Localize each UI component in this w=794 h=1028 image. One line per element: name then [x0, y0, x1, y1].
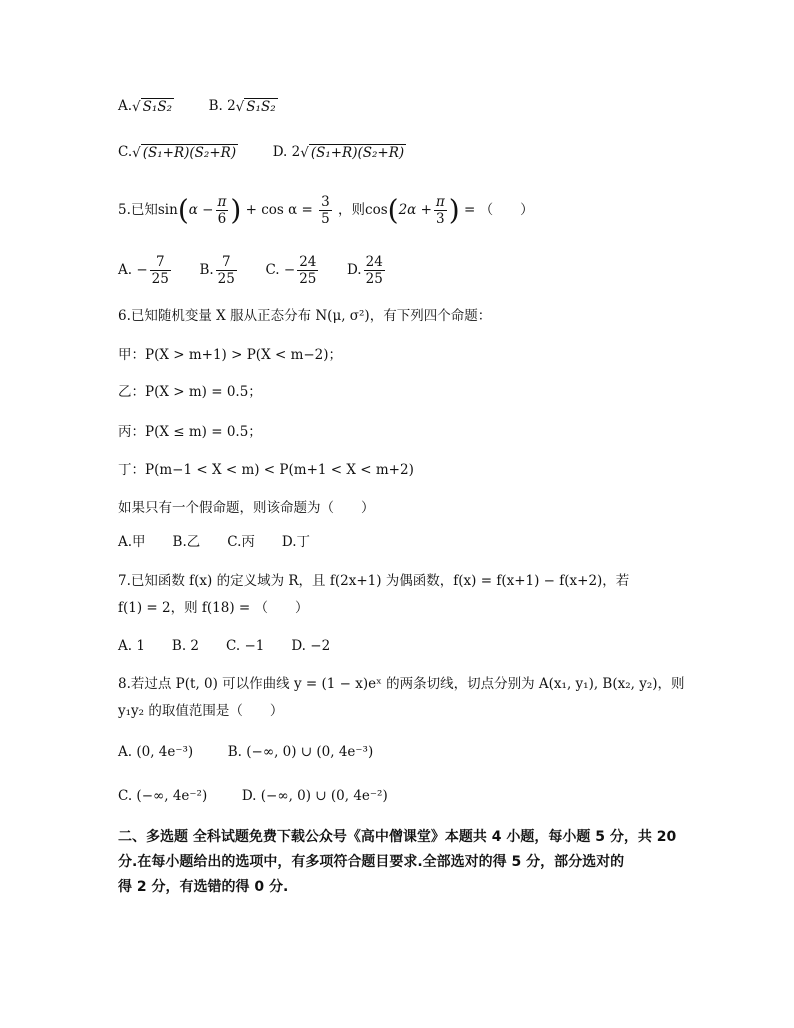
q5-end: = （ ） — [464, 202, 534, 218]
q8-options-row1 — [118, 742, 373, 762]
q5-mid: + cos α = — [245, 202, 313, 218]
q4-options-row2: C.√ (S₁+R)(S₂+R) D. 2√ (S₁+R)(S₂+R) — [118, 144, 405, 161]
q4-option-b-radicand: S₁S₂ — [246, 98, 276, 115]
question-7-line1: 7.已知函数 f(x) 的定义域为 R，且 f(2x+1) 为偶函数，f(x) = f(x+1) − f(x+2)，若 — [118, 573, 630, 589]
q6-proposition-bing: 丙：P(X ≤ m) = 0.5； — [118, 424, 262, 440]
section-2-heading-line1: 二、多选题 全科试题免费下载公众号《高中僧课堂》本题共 4 小题，每小题 5 分，共 20 — [118, 829, 677, 845]
question-8-line2: y₁y₂ 的取值范围是（ ） — [118, 703, 284, 719]
question-6-stem: 6.已知随机变量 X 服从正态分布 N(μ, σ²)，有下列四个命题： — [118, 308, 492, 324]
q4-option-a-label: A. — [118, 98, 133, 114]
q8-option-d: D. (−∞, 0) ∪ (0, 4e⁻²) — [241, 788, 388, 804]
q5-options: A. − $\frac{7}{25}$ B. $\frac{7}{25}$ C. − $\frac{24}{25}$ D. $\frac{24}{25}$ — [118, 254, 383, 287]
q4-option-c-radicand: (S₁+R)(S₂+R) — [142, 144, 237, 161]
question-5-stem: 5.已知sin(α − $\frac{\pi}{6}$ ) + cos α = $\frac{3}{5}$ ，则cos(2α + $\frac{\pi}{3}$ ) = （ ） — [118, 193, 534, 227]
q5-option-c: C. − — [265, 262, 296, 278]
q6-options: A.甲 B.乙 C.丙 D.丁 — [118, 534, 311, 550]
q6-proposition-yi: 乙：P(X > m) = 0.5； — [118, 384, 262, 400]
q5-option-a: A. − — [118, 262, 148, 278]
q6-proposition-ding: 丁：P(m−1 < X < m) < P(m+1 < X < m+2) — [118, 462, 414, 478]
q8-options-row2 — [118, 786, 388, 806]
section-2-heading-line2: 分.在每小题给出的选项中，有多项符合题目要求.全部选对的得 5 分，部分选对的 — [118, 854, 625, 870]
section-2-heading-line3: 得 2 分，有选错的得 0 分. — [118, 879, 289, 895]
q4-option-a-radicand: S₁S₂ — [142, 98, 172, 115]
q5-option-d: D. — [346, 262, 362, 278]
question-7-line2: f(1) = 2，则 f(18) = （ ） — [118, 600, 309, 616]
q4-option-b-label: B. 2 — [208, 98, 236, 114]
question-8-line1: 8.若过点 P(t, 0) 可以作曲线 y = (1 − x)eˣ 的两条切线，切点分别为 A(x₁, y₁), B(x₂, y₂)，则 — [118, 676, 685, 692]
q4-option-c-label: C. — [118, 144, 133, 160]
q6-proposition-jia: 甲：P(X > m+1) > P(X < m−2)； — [118, 347, 343, 363]
q4-options-row1: A.√ S₁S₂ B. 2√ S₁S₂ — [118, 98, 276, 115]
q5-option-b: B. — [199, 262, 214, 278]
q8-option-a: A. (0, 4e⁻³) — [118, 744, 194, 760]
q4-option-d-radicand: (S₁+R)(S₂+R) — [310, 144, 405, 161]
q8-option-b: B. (−∞, 0) ∪ (0, 4e⁻³) — [227, 744, 374, 760]
q5-suffix: ，则cos — [338, 202, 388, 218]
q4-option-d-label: D. 2 — [272, 144, 301, 160]
q5-prefix: 5.已知sin — [118, 202, 178, 218]
q6-question: 如果只有一个假命题，则该命题为（ ） — [118, 500, 375, 516]
q7-options: A. 1 B. 2 C. −1 D. −2 — [118, 638, 331, 654]
q8-option-c: C. (−∞, 4e⁻²) — [118, 788, 208, 804]
